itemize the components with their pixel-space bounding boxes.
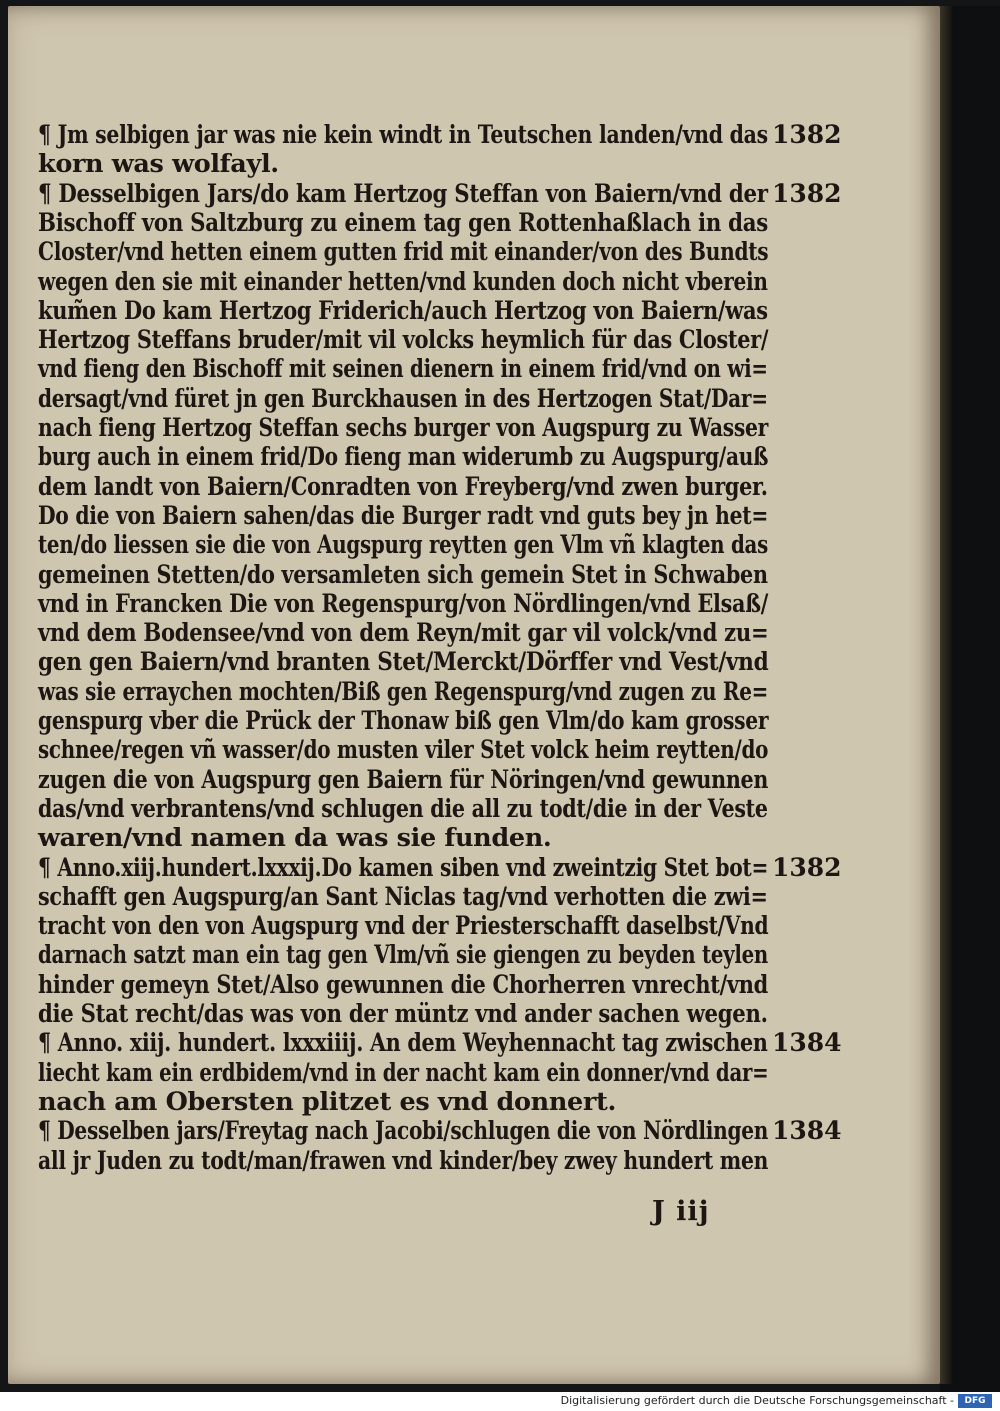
text-line: das/vnd verbrantens/vnd schlugen die all zu todt/die in der Veste [38,793,768,824]
text-line: dersagt/vnd füret jn gen Burckhausen in des Hertzogen Stat/Dar= [38,383,768,414]
text-line: vnd in Francken Die von Regenspurg/von Nördlingen/vnd Elsaß/ [38,588,769,619]
text-line: zugen die von Augspurg gen Baiern für Nöringen/vnd gewunnen [38,764,769,795]
text-line: Bischoff von Saltzburg zu einem tag gen Rottenhaßlach in das [38,207,768,238]
text-line: waren/vnd namen da was sie funden. [38,823,552,854]
text-line: schnee/regen vñ wasser/do musten viler Stet volck heim reytten/do [38,735,769,766]
margin-year: 1382 [772,120,842,149]
text-line: Closter/vnd hetten einem gutten frid mit einander/von des Bundts [38,237,769,268]
text-line: nach fieng Hertzog Steffan sechs burger von Augspurg zu Wasser [38,413,768,443]
text-line: burg auch in einem frid/Do fieng man widerumb zu Augspurg/auß [38,442,769,473]
text-line: ¶ Anno. xiij. hundert. lxxxiiij. An dem Weyhennacht tag zwischen [38,1028,768,1059]
text-line: ten/do liessen sie die von Augspurg reytten gen Vlm vñ klagten das [38,530,769,561]
footer-bar [0,1392,1000,1411]
text-line: liecht kam ein erdbidem/vnd in der nacht kam ein donner/vnd dar= [38,1057,769,1088]
signature-mark: J iij [652,1196,710,1227]
dfg-logo[interactable]: DFG [958,1394,992,1408]
margin-year: 1382 [772,852,842,882]
text-line: gen gen Baiern/vnd branten Stet/Merckt/Dörffer vnd Vest/vnd [38,647,769,678]
text-line: genspurg vber die Prück der Thonaw biß gen Vlm/do kam grosser [38,706,769,736]
margin-year: 1382 [772,178,842,208]
text-line: ¶ Desselbigen Jars/do kam Hertzog Steffan von Baiern/vnd der [38,178,768,209]
text-line: korn was wolfayl. [38,149,279,180]
text-line: gemeinen Stetten/do versamleten sich gemein Stet in Schwaben [38,559,768,590]
margin-year: 1384 [772,1028,842,1058]
text-line: was sie erraychen mochten/Biß gen Regenspurg/vnd zugen zu Re= [38,676,769,707]
text-line: dem landt von Baiern/Conradten von Freyberg/vnd zwen burger. [38,471,768,502]
text-line: hinder gemeyn Stet/Also gewunnen die Chorherren vnrecht/vnd [38,969,769,1000]
text-line: die Stat recht/das was von der müntz vnd ander sachen wegen. [38,999,768,1029]
text-line: vnd dem Bodensee/vnd von dem Reyn/mit gar vil volck/vnd zu= [38,618,769,649]
text-line: tracht von den von Augspurg vnd der Priesterschafft daselbst/Vnd [38,911,769,942]
text-line: ¶ Jm selbigen jar was nie kein windt in Teutschen landen/vnd das [38,120,768,150]
text-line: darnach satzt man ein tag gen Vlm/vñ sie giengen zu beyden teylen [38,940,768,971]
text-line: ¶ Anno.xiij.hundert.lxxxij.Do kamen siben vnd zweintzig Stet bot= [38,852,769,883]
text-line: ¶ Desselben jars/Freytag nach Jacobi/schlugen die von Nördlingen [38,1116,769,1147]
text-line: all jr Juden zu todt/man/frawen vnd kinder/bey zwey hundert men [38,1145,769,1176]
footer-credit: Digitalisierung gefördert durch die Deutsche Forschungsgemeinschaft - [560,1394,954,1407]
text-line: nach am Obersten plitzet es vnd donnert. [38,1086,616,1117]
text-line: kum̃en Do kam Hertzog Friderich/auch Hertzog von Baiern/was [38,295,768,326]
text-line: vnd fieng den Bischoff mit seinen dienern in einem frid/vnd on wi= [38,354,768,385]
text-line: schafft gen Augspurg/an Sant Niclas tag/vnd verhotten die zwi= [38,881,768,912]
text-line: Do die von Baiern sahen/das die Burger radt vnd guts bey jn het= [38,500,769,531]
text-line: wegen den sie mit einander hetten/vnd kunden doch nicht vberein [38,266,768,297]
text-line: Hertzog Steffans bruder/mit vil volcks heymlich für das Closter/ [38,325,769,356]
margin-year: 1384 [772,1116,842,1146]
